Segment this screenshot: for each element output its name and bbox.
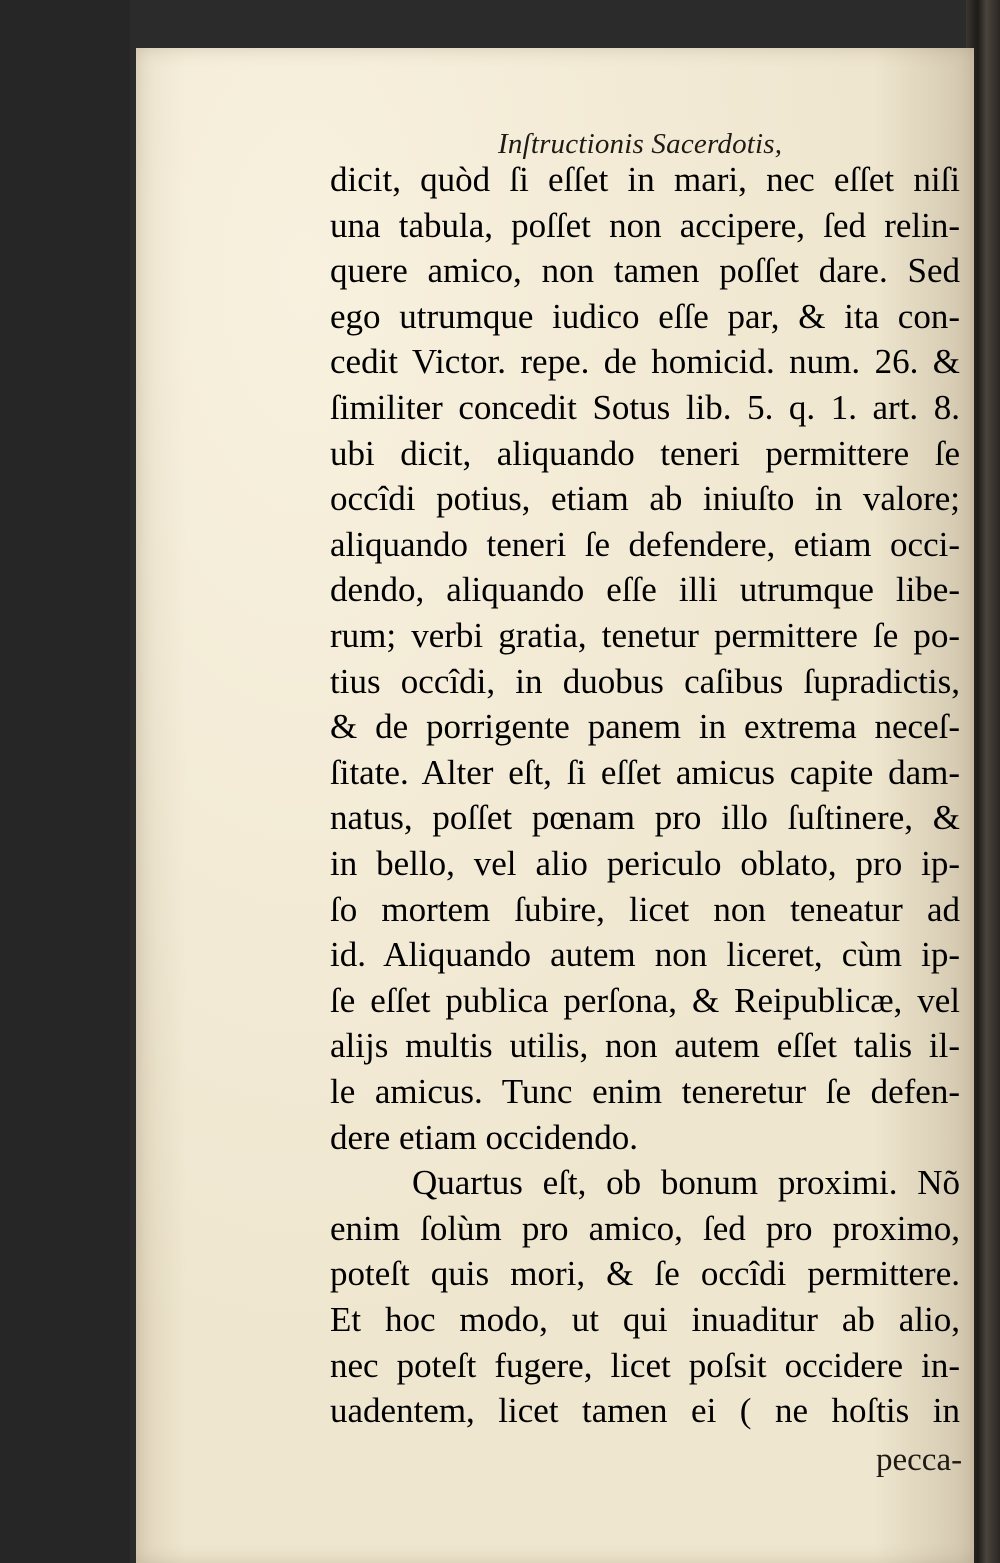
text-line: id. Aliquando autem non liceret, cùm ip-: [330, 935, 960, 975]
text-line: una tabula, poſſet non accipere, ſed relin-: [330, 205, 960, 245]
text-line: ſo mortem ſubire, licet non teneatur ad: [330, 889, 960, 929]
text-line: Quartus eſt, ob bonum proximi. Nõ: [412, 1163, 960, 1203]
running-header: Inſtructionis Sacerdotis,: [498, 128, 783, 160]
text-line: ubi dicit, aliquando teneri permittere ſe: [330, 433, 960, 473]
background-left: [0, 0, 130, 1563]
text-line: aliquando teneri ſe defendere, etiam occi-: [330, 524, 960, 564]
text-line: natus, poſſet pœnam pro illo ſuſtinere, &: [330, 798, 960, 838]
text-line: dicit, quòd ſi eſſet in mari, nec eſſet niſi: [330, 160, 960, 199]
text-line: dere etiam occidendo.: [330, 1117, 639, 1157]
text-line: ſe eſſet publica perſona, & Reipublicæ, vel: [330, 980, 960, 1020]
text-line: Et hoc modo, ut qui inuaditur ab alio,: [330, 1300, 960, 1339]
text-line: poteſt quis mori, & ſe occîdi permittere.: [330, 1254, 960, 1294]
text-line: ſitate. Alter eſt, ſi eſſet amicus capite dam-: [330, 752, 960, 792]
text-line: ſimiliter concedit Sotus lib. 5. q. 1. art. 8.: [330, 388, 960, 427]
text-line: tius occîdi, in duobus caſibus ſupradictis,: [330, 661, 960, 701]
text-line: alijs multis utilis, non autem eſſet talis il-: [330, 1026, 960, 1066]
text-line: dendo, aliquando eſſe illi utrumque libe-: [330, 570, 960, 610]
text-line: enim ſolùm pro amico, ſed pro proximo,: [330, 1208, 960, 1248]
text-line: ego utrumque iudico eſſe par, & ita con-: [330, 296, 960, 336]
text-line: le amicus. Tunc enim teneretur ſe defen-: [330, 1072, 960, 1111]
text-line: & de porrigente panem in extrema neceſ-: [330, 707, 960, 747]
text-line: uadentem, licet tamen ei ( ne hoſtis in: [330, 1391, 960, 1431]
text-line: cedit Victor. repe. de homicid. num. 26. &: [330, 342, 960, 382]
text-line: in bello, vel alio periculo oblato, pro ip-: [330, 844, 960, 883]
text-line: occîdi potius, etiam ab iniuſto in valore;: [330, 479, 960, 519]
text-line: quere amico, non tamen poſſet dare. Sed: [330, 251, 960, 291]
catchword: pecca-: [876, 1442, 963, 1478]
text-line: nec poteſt fugere, licet poſsit occidere in-: [330, 1345, 960, 1385]
text-line: rum; verbi gratia, tenetur permittere ſe po-: [330, 616, 960, 655]
